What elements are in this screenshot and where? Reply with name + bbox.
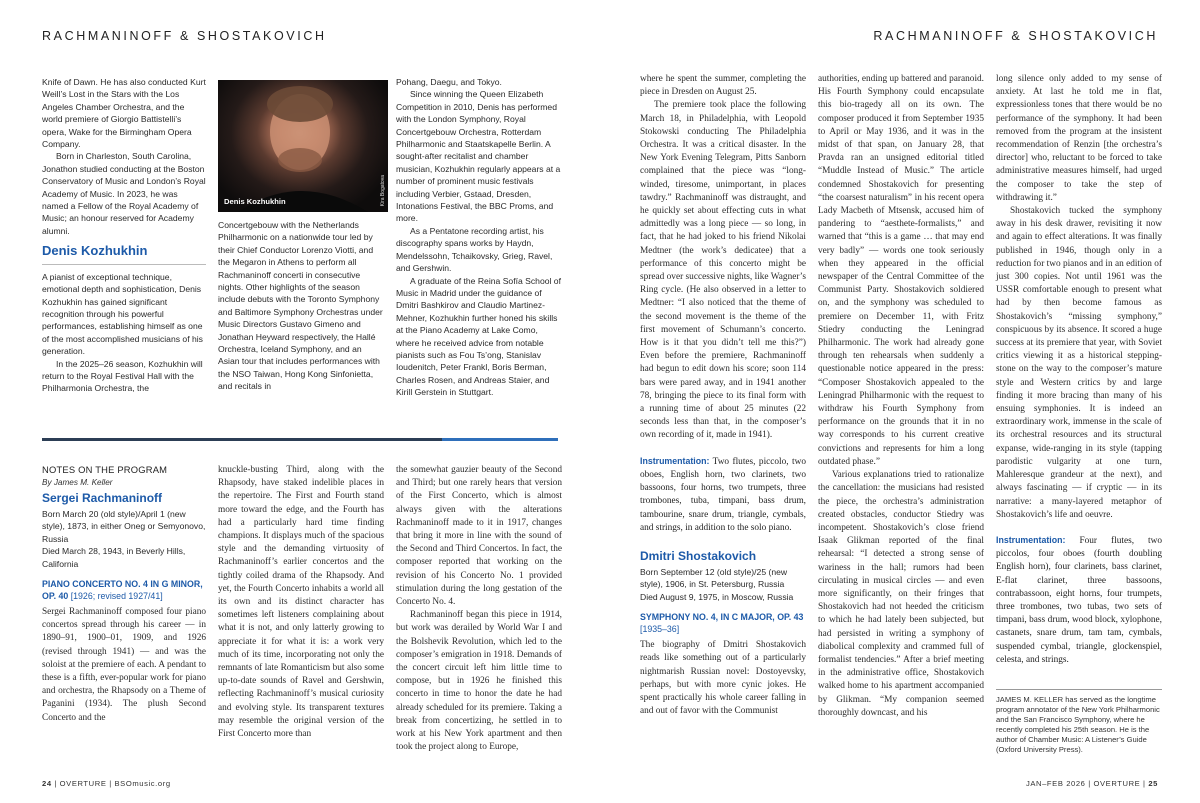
folio-text: | OVERTURE | BSOmusic.org [51,779,171,788]
folio-right [1026,779,1158,788]
running-head-right: RACHMANINOFF & SHOSTAKOVICH [873,29,1158,43]
instrumentation-text: Two flutes, piccolo, two oboes, English horn, two clarinets, two bassoons, four horns, two trumpets, three trombones, tuba, timpani, bass drum, tambourine, snare drum, triangle, cymbals, and strings, in addition to the solo piano. [640,456,806,533]
bio-paragraph: As a Pentatone recording artist, his discography spans works by Haydn, Mendelssohn, Tchaikovsky, Grieg, Ravel, and Gershwin. [396,225,553,274]
notes-paragraph: The premiere took place the following March 18, in Philadelphia, with Leopold Stokowski conducting The Philadelphia Orchestra. It was a critical disaster. In the New York Evening Telegram, Pitts Sanborn complained that the piece was “long-winded, tiresome, unimportant, in places tawdry.” Rachmaninoff was distraught, and he quickly set about effecting cuts in what admittedly was a long piece — so long, in fact, that he had joked to his friend Nikolai Medtner (the work’s dedicatee) that a performance of this concerto might be spread over successive nights, like Wagner’s Ring cycle. (He also observed in a letter to Medtner: “I also noticed that the theme of the second movement is the theme of the first movement of Schumann’s concerto. How is it that you didn’t tell me this?”) Even before the premiere, Rachmaninoff had begun to edit down his score; soon 114 bars were pared away, and in 1941 another 78, bringing the piece to its final form with a running time of about 25 minutes (22 seconds less than that, in the composer’s own recording of it, made in 1941). [640,100,806,441]
instrumentation-label: Instrumentation: [640,455,710,466]
notes-column-4 [640,73,806,718]
running-head-left: RACHMANINOFF & SHOSTAKOVICH [42,29,327,43]
composer-born: Born September 12 (old style)/25 (new style), 1906, in St. Petersburg, Russia [640,566,788,590]
notes-column-1 [42,464,206,725]
notes-paragraphs [640,73,806,443]
instrumentation-text: Four flutes, two piccolos, four oboes (fourth doubling English horn), four clarinets, bass clarinet, E-flat clarinet, three bassoons, contrabassoon, eight horns, four trumpets, three trombones, two tubas, two sets of timpani, bass drum, wood block, xylophone, castanets, snare drum, tam tam, cymbals, suspended cymbal, triangle, glockenspiel, celesta, and strings. [996,535,1162,665]
photo-credit: Kira Bogatova [380,174,386,206]
section-divider-accent [442,438,558,441]
notes-column-2 [218,464,384,741]
composer-born: Born March 20 (old style)/April 1 (new style), 1873, in either Oneg or Semyonovo, Russia [42,509,206,544]
work-title-text: PIANO CONCERTO NO. 4 IN G MINOR, OP. 40 [42,579,203,602]
notes-byline: By James M. Keller [42,478,113,487]
notes-paragraph: Rachmaninoff began this piece in 1914, but work was derailed by World War I and the Bolshevik Revolution, which led to the composer’s emigration in 1918. Demands of the concert circuit left him little time to compose, but in 1926 he finished this concerto in time to honor the date he had already scheduled for its premiere. Taking a break from concertizing, he settled in to work at his New York apartment and then took the project along to Europe, [396,610,562,753]
notes-column-3 [396,464,562,754]
bio-paragraph: Since winning the Queen Elizabeth Competition in 2010, Denis has performed with the London Symphony, Royal Concertgebouw Orchestra, Rotterdam Philharmonic and Staatskapelle Berlin. A sought-after recitalist and chamber musician, Kozhukhin regularly appears at a number of prominent music festivals including Verbier, Gstaad, Dresden, Intonations Festival, the BBC Proms, and more. [396,89,561,224]
bio-paragraph: Knife of Dawn. He has also conducted Kurt Weill’s Lost in the Stars with the Los Angeles Chamber Orchestra, and the world premiere of Giorgio Battistelli’s opera, Wake for the Birmingham Opera Company. [42,77,206,150]
work-title-text: SYMPHONY NO. 4, IN C MAJOR, OP. 43 [640,612,804,623]
notes-column-6 [996,73,1162,667]
folio-left [42,779,171,788]
work-dates: [1935–36] [640,624,680,635]
composer-heading: Sergei Rachmaninoff [42,491,163,505]
folio-text: JAN–FEB 2026 | OVERTURE | [1025,779,1149,788]
portrait-image [218,80,388,212]
right-page [600,0,1200,803]
notes-column-5 [818,73,984,720]
author-bio [996,689,1162,755]
bio-paragraph: Concertgebouw with the Netherlands Philharmonic on a nationwide tour led by their Chief Conductor Lorenzo Viotti, and the Megaron in Athens to perform all Rachmaninoff concerti in consecutive nights. Other highlights of the season include debuts with the Toronto Symphony and Baltimore Symphony Orchestras under Music Directors Gustavo Gimeno and Jonathan Heyward respectively, the Hallé Orchestra, Iceland Symphony, and an Asian tour that includes performances with the NSO Taiwan, Hong Kong Sinfonietta, and recitals in [218,220,383,392]
bio-paragraph: In the 2025–26 season, Kozhukhin will return to the Royal Festival Hall with the Philharmonia Orchestra, the [42,358,203,394]
bio-paragraph: Pohang, Daegu, and Tokyo. [396,77,502,87]
composer-died: Died August 9, 1975, in Moscow, Russia [640,591,794,602]
section-divider [42,438,442,441]
notes-paragraph: The biography of Dmitri Shostakovich reads like something out of a particularly nightmarish Russian novel: Dostoyevsky, perhaps, but with more cynic jokes. He spent practically his whole career falling in and out of favor with the Communist [640,640,806,717]
instrumentation [640,455,806,535]
bio-column-1 [42,76,206,395]
page-number: 25 [1148,779,1158,788]
notes-paragraph: Shostakovich tucked the symphony away in his desk drawer, revisiting it now and again to effect alterations. It was finally published in 1946, though only in a reduction for two pianos and in an edition of just 300 copies. Not until 1961 was the USSR comfortable enough to present what had by then become famous as Shostakovich’s “missing symphony,” conspicuous by its absence. It scored a huge success at its premiere that year, with Soviet critics viewing it as a historical stepping-stone on the way to the composer’s mature style and Western critics by and large finding it more bracing than many of his ensuing symphonies. It is indeed an extraordinary work, immense in the scale of its orchestral resources and its structural expanse, wide-ranging in its style (tapping parodistic vulgarity at one turn, Mahleresque grandeur at the next), and always fascinating — if cryptic — in its narrative: a many-layered metaphor of Shostakovich’s life and oeuvre. [996,206,1162,520]
notes-section-label: NOTES ON THE PROGRAM [42,464,168,475]
notes-paragraph: Sergei Rachmaninoff composed four piano concertos spread through his career — in 1890–91, 1900–01, 1909, and 1926 (revised through 1941) — and was the soloist at the premiere of each. A pendant to these is a fifth, ever-popular work for piano and orchestra, the Rhapsody on a Theme of Paganini (1934). The plush Second Concerto and the [42,607,206,723]
photo-caption: Denis Kozhukhin [224,197,286,206]
bio-paragraph: A graduate of the Reina Sofía School of Music in Madrid under the guidance of Dmitri Bashkirov and Claudio Martinez-Mehner, Kozhukhin further honed his skills at the Piano Academy at Lake Como, where he received advice from notable pianists such as Fou Ts’ong, Stanislav Ioudenitch, Peter Frankl, Boris Berman, Charles Rosen, and Andreas Staier, and Kirill Gerstein in Stuttgart. [396,275,561,398]
instrumentation-label: Instrumentation: [996,534,1066,545]
artist-photo [218,80,388,212]
composer-heading: Dmitri Shostakovich [640,548,757,563]
artist-heading: Denis Kozhukhin [42,245,206,264]
bio-column-3 [396,76,562,399]
bio-column-2 [218,219,384,393]
author-bio-text: JAMES M. KELLER has served as the longtime program annotator of the New York Philharmonic and the San Francisco Symphony, where he recently completed his 25th season. He is the author of Chamber Music: A Listener’s Guide (Oxford University Press). [996,695,1160,754]
notes-paragraph: knuckle-busting Third, along with the Rhapsody, have staked indelible places in the repertoire. The First and Fourth stand more toward the edge, and the Fourth has had a particularly hard time finding champions. It displays much of the spacious style and the demanding virtuosity of Rachmaninoff’s earlier concertos and the tightly coiled drama of the Rhapsody. And yet, the Fourth Concerto inhabits a world all its own and its distinct character has sometimes left listeners complaining about what it is not, and only latterly growing to appreciate it for what it is: a work very much of its time, incorporating not only the remnants of late Romanticism but also some up-to-date sounds of Ravel and Gershwin, reflecting Rachmaninoff’s musical curiosity and evolving style. Its transparent textures may resemble the original version of the First Concerto more than [218,465,384,740]
composer-died: Died March 28, 1943, in Beverly Hills, California [42,546,186,569]
notes-paragraph: long silence only added to my sense of anxiety. At last he told me in flat, expressionless tones that there would be no performance of the symphony. It had been removed from the program at the insistent recommendation of Renzin [the orchestra’s director] who, reluctant to be forced to take administrative measures himself, had urged the composer to take the step of withdrawing it.” [996,74,1162,203]
bio-paragraph: A pianist of exceptional technique, emotional depth and sophistication, Denis Kozhukhin has gained significant recognition through his powerful performances, establishing himself as one of the most accomplished musicians of his generation. [42,271,203,357]
work-title [42,578,206,602]
work-title [640,611,806,635]
notes-paragraphs [996,73,1162,522]
notes-paragraph: Various explanations tried to rationalize the cancellation: the musicians had resisted the piece, the orchestra’s administration created obstacles, conductor Stiedry was incompetent. Shostakovich’s close friend Isaak Glikman reported of the final rehearsal: “I detected a strong sense of wariness in the hall; rumors had been circulating in musical circles — and even more significantly, on their fringes that Shostakovich had not heeded the criticism to which he had lately been subjected, but had persisted in writing a symphony of diabolical complexity and crammed full of formalist tendencies.” After a brief meeting in the administrative office, Shostakovich walked home to his apartment accompanied by Glikman. “My companion seemed thoroughly downcast, and his [818,470,984,718]
page-number: 24 [42,779,52,788]
notes-paragraph: where he spent the summer, completing the piece in Dresden on August 25. [640,74,806,98]
notes-paragraph: authorities, ending up battered and paranoid. His Fourth Symphony could encapsulate this bio-tragedy all on its own. The composer produced it from September 1935 to April or May 1936, and it was in the midst of that span, on January 28, that Pravda ran an unsigned editorial titled “Muddle Instead of Music.” The article condemned Shostakovich for presenting “the coarsest naturalism” in his recent opera Lady Macbeth of Mtsensk, accused him of pandering to “aesthete-formalists,” and warned that “this is a game … that may end very badly” — words one took seriously when they appeared in the official newspaper of the Central Committee of the Communist Party. Shostakovich soldiered on, and the symphony was scheduled to premiere on December 11, with Fritz Stiedry conducting the Leningrad Philharmonic. The work had already gone through ten rehearsals when suddenly a questionable notice appeared in the press: “Composer Shostakovich appealed to the Leningrad Philharmonic with the request to withdraw his Fourth Symphony from performance on the grounds that it in no way corresponds to his current creative convictions and represents for him a long outdated phase.” [818,74,985,467]
instrumentation [996,534,1162,667]
bio-paragraph: Born in Charleston, South Carolina, Jonathon studied conducting at the Boston Conservatory of Music and London’s Royal Academy of Music. In 2023, he was named a Fellow of the Royal Academy of Music; an honour reserved for Academy alumni. [42,151,206,236]
notes-paragraph: the somewhat gauzier beauty of the Second and Third; but one rarely hears that version of the First Concerto, which is almost always given with the alterations Rachmaninoff made to it in 1917, changes that bring it more in line with the sound of the Second and Third Concertos. In fact, the composer reported that working on the revision of his Concerto No. 1 provided stimulation during the long gestation of the Concerto No. 4. [396,465,562,608]
work-dates: [1926; revised 1927/41] [70,591,163,602]
